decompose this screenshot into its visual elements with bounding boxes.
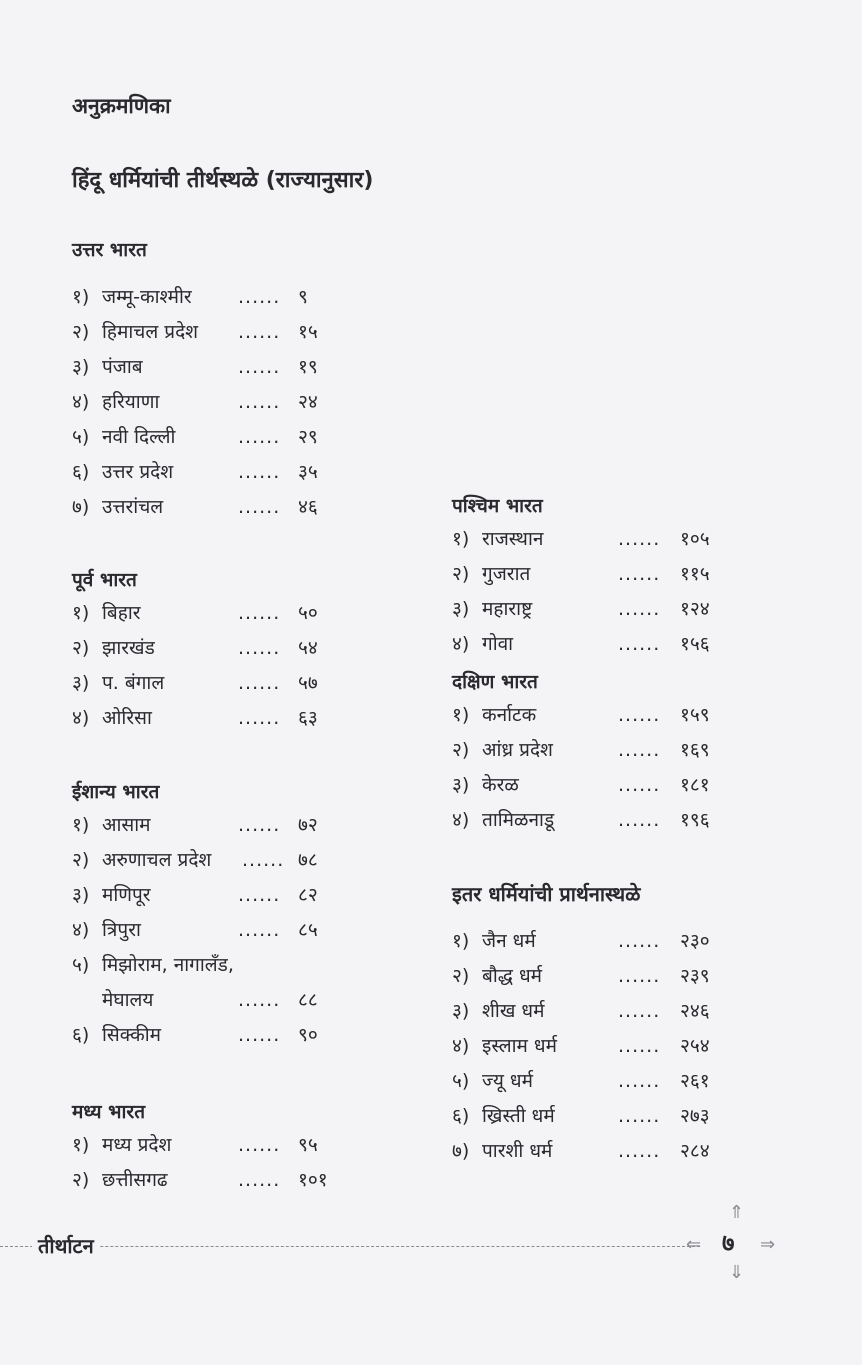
section-south bbox=[452, 666, 772, 838]
toc-entry: ६) उत्तर प्रदेश ...... ३५ bbox=[72, 461, 318, 483]
toc-entry: १) राजस्थान ...... १०५ bbox=[452, 528, 710, 550]
toc-entry: ६) ख्रिस्ती धर्म ...... २७३ bbox=[452, 1105, 710, 1127]
toc-entry: १) जम्मू-काश्मीर ...... ९ bbox=[72, 286, 308, 308]
toc-entry: ४) हरियाणा ...... २४ bbox=[72, 391, 318, 413]
toc-entry: २) झारखंड ...... ५४ bbox=[72, 637, 318, 659]
toc-entry: ३) शीख धर्म ...... २४६ bbox=[452, 1000, 710, 1022]
toc-entry: ३) मणिपूर ...... ८२ bbox=[72, 884, 318, 906]
toc-entry: २) हिमाचल प्रदेश ...... १५ bbox=[72, 321, 318, 343]
section-other-religions bbox=[452, 878, 782, 1169]
toc-entry: २) आंध्र प्रदेश ...... १६९ bbox=[452, 739, 710, 761]
toc-entry: ७) उत्तरांचल ...... ४६ bbox=[72, 496, 318, 518]
arrow-right-icon: ⇒ bbox=[760, 1234, 776, 1255]
section-title-south: दक्षिण भारत bbox=[452, 671, 538, 693]
toc-entry: २) गुजरात ...... ११५ bbox=[452, 563, 710, 585]
toc-entry: १) जैन धर्म ...... २३० bbox=[452, 930, 710, 952]
toc-entry: ३) केरळ ...... १८१ bbox=[452, 774, 710, 796]
section-west bbox=[452, 490, 772, 662]
toc-entry: १) मध्य प्रदेश ...... ९५ bbox=[72, 1134, 318, 1156]
toc-entry: ३) प. बंगाल ...... ५७ bbox=[72, 672, 318, 694]
toc-entry: ५) नवी दिल्ली ...... २९ bbox=[72, 426, 318, 448]
arrow-left-icon: ⇐ bbox=[686, 1234, 702, 1255]
toc-entry: ४) त्रिपुरा ...... ८५ bbox=[72, 919, 318, 941]
toc-entry: १) बिहार ...... ५० bbox=[72, 602, 318, 624]
arrow-up-icon: ⇑ bbox=[729, 1202, 745, 1223]
page-title: अनुक्रमणिका bbox=[72, 94, 171, 118]
page-number: ७ bbox=[722, 1229, 735, 1257]
toc-entry: ६) सिक्कीम ...... ९० bbox=[72, 1024, 318, 1046]
toc-entry: ५) मिझोराम, नागालँड, bbox=[72, 954, 234, 976]
section-title-central: मध्य भारत bbox=[72, 1101, 146, 1123]
toc-entry: ४) इस्लाम धर्म ...... २५४ bbox=[452, 1035, 710, 1057]
toc-entry: ५) ज्यू धर्म ...... २६१ bbox=[452, 1070, 710, 1092]
toc-entry: ३) पंजाब ...... १९ bbox=[72, 356, 318, 378]
page-subtitle: हिंदू धर्मियांची तीर्थस्थळे (राज्यानुसार) bbox=[72, 168, 374, 193]
section-northeast bbox=[72, 776, 372, 1053]
toc-entry: १) आसाम ...... ७२ bbox=[72, 814, 318, 836]
section-title-east: पूर्व भारत bbox=[72, 569, 137, 591]
toc-entry: २) बौद्ध धर्म ...... २३९ bbox=[452, 965, 710, 987]
footer-book-title: तीर्थाटन bbox=[32, 1232, 100, 1259]
section-title-west: पश्चिम भारत bbox=[452, 495, 543, 517]
toc-entry: ४) गोवा ...... १५६ bbox=[452, 633, 710, 655]
footer-rule bbox=[0, 1246, 700, 1247]
section-title-north: उत्तर भारत bbox=[72, 239, 147, 261]
toc-entry: मेघालय ...... ८८ bbox=[102, 989, 318, 1011]
section-north bbox=[72, 234, 372, 525]
toc-entry: ७) पारशी धर्म ...... २८४ bbox=[452, 1140, 710, 1162]
section-title-northeast: ईशान्य भारत bbox=[72, 781, 160, 803]
section-central bbox=[72, 1096, 372, 1198]
toc-entry: ४) ओरिसा ...... ६३ bbox=[72, 707, 318, 729]
toc-entry: ४) तामिळनाडू ...... १९६ bbox=[452, 809, 710, 831]
section-east bbox=[72, 564, 372, 736]
toc-entry: १) कर्नाटक ...... १५९ bbox=[452, 704, 710, 726]
arrow-down-icon: ⇓ bbox=[729, 1262, 745, 1283]
toc-entry: ३) महाराष्ट्र ...... १२४ bbox=[452, 598, 710, 620]
toc-entry: २) अरुणाचल प्रदेश ...... ७८ bbox=[72, 849, 318, 871]
section-title-other-religions: इतर धर्मियांची प्रार्थनास्थळे bbox=[452, 882, 641, 906]
toc-entry: २) छत्तीसगढ ...... १०१ bbox=[72, 1169, 328, 1191]
